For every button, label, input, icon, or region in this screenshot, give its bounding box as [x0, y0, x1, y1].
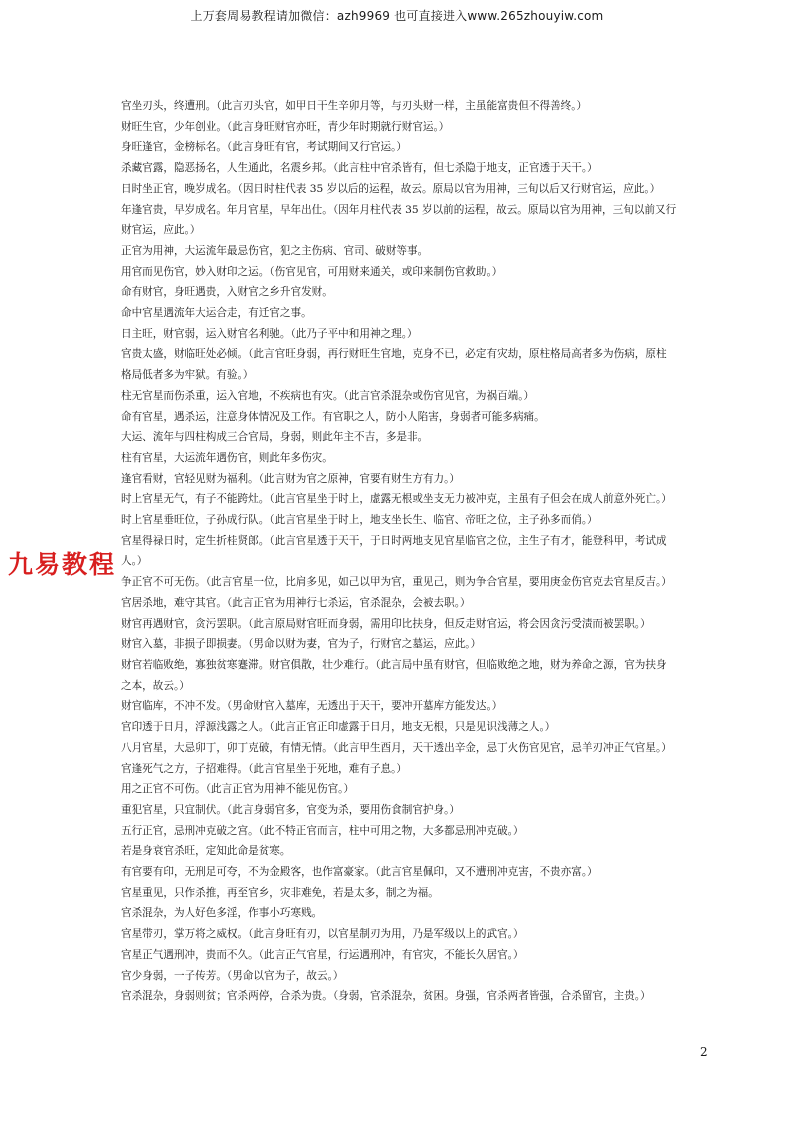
text-line: 逢官看财，官轻见财为福利。（此言财为官之原神，官要有财生方有力。）	[121, 472, 460, 485]
watermark-logo: 九易教程	[8, 545, 120, 581]
text-line: 官逢死气之方，子招难得。（此言官星坐于死地，难有子息。）	[121, 762, 408, 775]
text-line: 命中官星遇流年大运合走，有迁官之事。	[121, 307, 312, 320]
text-line: 官星重见，只作杀推，再至官乡，灾非难免，若是太多，制之为福。	[121, 886, 439, 899]
text-line: 时上官星垂旺位，子孙成行队。（此言官星坐于时上，地支坐长生、临官、帝旺之位，主子孙多而俏。）	[121, 514, 598, 527]
text-line: 财官若临败绝，寡独贫寒蹇滞。财官俱散，壮少难行。（此言局中虽有财官，但临败绝之地，财为养命之源，官为扶身	[121, 658, 667, 671]
text-line: 财官入墓，非损子即损妻。（男命以财为妻，官为子，行财官之墓运，应此。）	[121, 638, 482, 651]
text-line: 正官为用神，大运流年最忌伤官，犯之主伤病、官司、破财等事。	[121, 244, 429, 257]
page-number: 2	[700, 1045, 708, 1059]
text-line: 官星带刃，掌万将之威权。（此言身旺有刃，以官星制刃为用，乃是军级以上的武官。）	[121, 928, 524, 941]
text-line: 之本，故云。）	[121, 679, 190, 692]
text-line: 财官运，应此。）	[121, 224, 201, 237]
text-line: 时上官星无气，有子不能跨灶。（此言官星坐于时上，虚露无根或坐支无力被冲克，主虽有子但会在成人前意外死亡。）	[121, 493, 672, 506]
text-line: 官杀混杂，为人好色多淫，作事小巧寒贱。	[121, 907, 323, 920]
text-line: 有官要有印，无刑足可夸，不为金殿客，也作富豪家。（此言官星佩印，又不遭刑冲克害，不贵亦富。）	[121, 866, 598, 879]
text-line: 日时坐正官，晚岁成名。（因日时柱代表 35 岁以后的运程，故云。原局以官为用神，三旬以后又行财官运，应此。）	[121, 182, 661, 195]
text-line: 用之正官不可伤。（此言正官为用神不能见伤官。）	[121, 783, 355, 796]
text-line: 若是身衰官杀旺，定知此命是贫寒。	[121, 845, 291, 858]
text-line: 身旺逢官，金榜标名。（此言身旺有官，考试期间又行官运。）	[121, 141, 408, 154]
text-line: 人。）	[121, 555, 148, 568]
text-line: 争正官不可无伤。（此言官星一位，比肩多见，如己以甲为官，重见己，则为争合官星，要用庚金伤官克去官星反吉。）	[121, 576, 672, 589]
text-line: 柱无官星而伤杀重，运入官地，不疾病也有灾。（此言官杀混杂或伤官见官，为祸百端。）	[121, 389, 535, 402]
text-line: 大运、流年与四柱构成三合官局，身弱，则此年主不吉，多是非。	[121, 431, 429, 444]
page-header: 上万套周易教程请加微信：azh9969 也可直接进入www.265zhouyiw.com	[190, 9, 604, 23]
text-line: 柱有官星，大运流年遇伤官，则此年多伤灾。	[121, 451, 333, 464]
text-line: 重犯官星，只宜制伏。（此言身弱官多，官变为杀，要用伤食制官护身。）	[121, 803, 460, 816]
text-line: 格局低者多为牢狱。有验。）	[121, 369, 254, 382]
text-line: 日主旺，财官弱，运入财官名利驰。（此乃子平中和用神之理。）	[121, 327, 418, 340]
text-line: 官坐刃头，终遭刑。（此言刃头官，如甲日干生辛卯月等，与刃头财一样，主虽能富贵但不得善终。）	[121, 100, 588, 112]
text-line: 官少身弱，一子传芳。（男命以官为子，故云。）	[121, 969, 344, 982]
text-line: 官杀混杂，身弱则贫；官杀两停，合杀为贵。（身弱，官杀混杂，贫困。身强，官杀两者皆强，合杀留官，主贵。）	[121, 990, 651, 1003]
text-line: 财旺生官，少年创业。（此言身旺财官亦旺，青少年时期就行财官运。）	[121, 120, 450, 133]
document-body	[121, 96, 713, 1007]
text-line: 八月官星，大忌卯丁，卯丁克破，有情无情。（此言甲生酉月，天干透出辛金，忌丁火伤官见官，忌羊刃冲正气官星。）	[121, 741, 672, 754]
text-line: 命有官星，遇杀运，注意身体情况及工作。有官职之人，防小人陷害，身弱者可能多病痛。	[121, 410, 545, 423]
text-line: 杀藏官露，隐恶扬名，人生通此，名震乡邦。（此言柱中官杀皆有，但七杀隐于地支，正官透于天干。）	[121, 162, 598, 175]
text-line: 五行正官，忌刑冲克破之宫。（此不特正官而言，柱中可用之物，大多都忌刑冲克破。）	[121, 824, 524, 837]
text-line: 年逢官贵，早岁成名。年月官星，早年出仕。（因年月柱代表 35 岁以前的运程，故云。原局以官为用神，三旬以前又行	[121, 203, 677, 216]
text-line: 命有财官，身旺遇贵，入财官之乡升官发财。	[121, 286, 333, 299]
text-line: 官贵太盛，财临旺处必倾。（此言官旺身弱，再行财旺生官地，克身不已，必定有灾劫，原柱格局高者多为伤病，原柱	[121, 348, 667, 361]
text-line: 官居杀地，难守其官。（此言正官为用神行七杀运，官杀混杂，会被去职。）	[121, 596, 471, 609]
text-line: 官星得禄日时，定生折桂贤郎。（此言官星透于天干，于日时两地支见官星临官之位，主生子有才，能登科甲，考试成	[121, 534, 667, 547]
text-line: 用官而见伤官，妙入财印之运。（伤官见官，可用财来通关，或印来制伤官救助。）	[121, 265, 503, 278]
text-line: 官星正气遇刑冲，贵而不久。（此言正气官星，行运遇刑冲，有官灾，不能长久居官。）	[121, 948, 524, 961]
text-line: 官印透于日月，浮源浅露之人。（此言正官正印虚露于日月，地支无根，只是见识浅薄之人。）	[121, 721, 556, 734]
text-line: 财官再遇财官，贪污罢职。（此言原局财官旺而身弱，需用印比扶身，但反走财官运，将会因贪污受渍而被罢职。）	[121, 617, 651, 630]
text-line: 财官临库，不冲不发。（男命财官入墓库，无透出于天干，要冲开墓库方能发达。）	[121, 700, 503, 713]
